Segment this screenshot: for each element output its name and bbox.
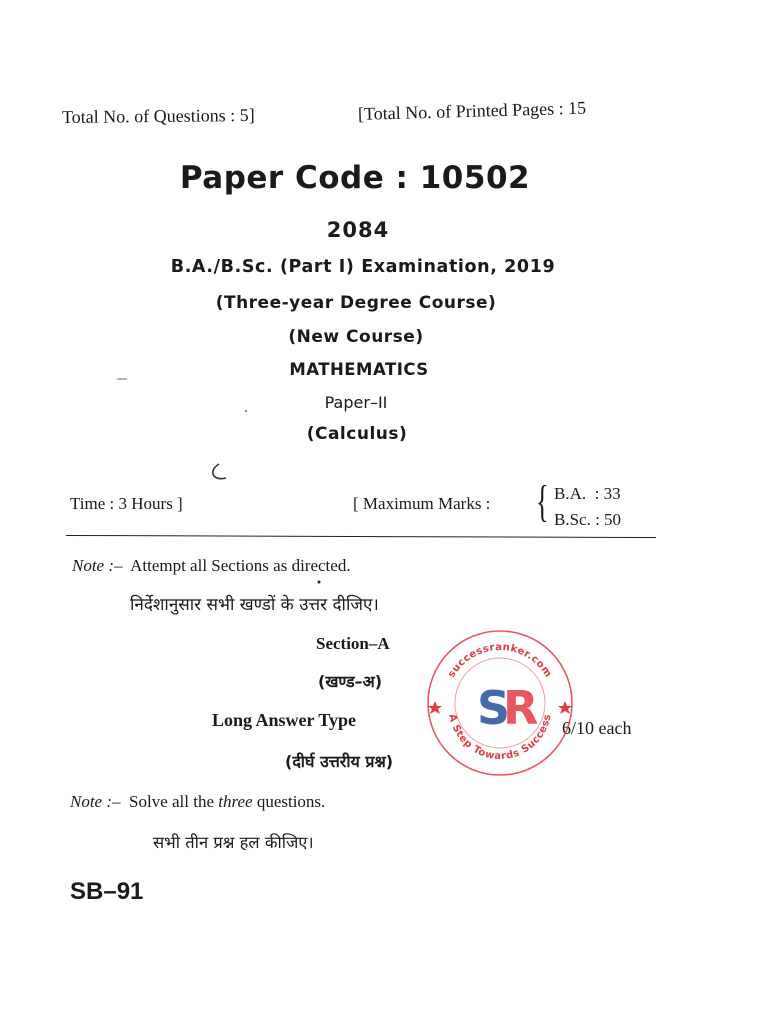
note-label: Note :– bbox=[72, 556, 123, 575]
long-answer-type: Long Answer Type bbox=[212, 710, 357, 730]
marks-ba: B.A. : 33 bbox=[554, 484, 621, 503]
total-printed-pages: [Total No. of Printed Pages : 15 bbox=[357, 97, 587, 124]
note-text-italic: three bbox=[218, 792, 253, 811]
total-questions: Total No. of Questions : 5] bbox=[61, 104, 255, 128]
note-text: Attempt all Sections as directed. bbox=[130, 556, 351, 575]
new-course-label: (New Course) bbox=[288, 327, 424, 347]
paper-topic: (Calculus) bbox=[306, 424, 408, 444]
stamp-top-text: successranker.com bbox=[446, 641, 554, 680]
exam-title: B.A./B.Sc. (Part I) Examination, 2019 bbox=[170, 257, 556, 277]
note-text-before: Solve all the bbox=[129, 792, 215, 811]
long-answer-type-hindi: (दीर्घ उत्तरीय प्रश्न) bbox=[285, 752, 394, 771]
paper-code-heading: Paper Code : 10502 bbox=[179, 160, 531, 196]
paper-number: Paper–II bbox=[324, 393, 388, 412]
subject-title: MATHEMATICS bbox=[289, 360, 429, 379]
maximum-marks-label: [ Maximum Marks : bbox=[353, 494, 491, 513]
stamp-bottom-text: A Step Towards Success bbox=[446, 713, 554, 763]
note-solve-hindi: सभी तीन प्रश्न हल कीजिए। bbox=[153, 833, 314, 852]
time-allowed: Time : 3 Hours ] bbox=[70, 494, 183, 513]
note-label: Note :– bbox=[70, 792, 121, 811]
note-text-after: questions. bbox=[256, 792, 326, 811]
booklet-code: SB–91 bbox=[70, 878, 144, 905]
note-hindi: निर्देशानुसार सभी खण्डों के उत्तर दीजिए। bbox=[130, 595, 379, 615]
section-a-marks: 6/10 each bbox=[562, 718, 632, 738]
section-a-title: Section–A bbox=[316, 634, 390, 653]
section-a-hindi-title: (खण्ड–अ) bbox=[318, 672, 383, 691]
brace-icon: { bbox=[536, 477, 549, 526]
course-title: (Three-year Degree Course) bbox=[215, 293, 497, 313]
marks-bsc: B.Sc. : 50 bbox=[554, 510, 622, 529]
year-code: 2084 bbox=[326, 218, 390, 242]
stamp-logo-r: R bbox=[503, 681, 539, 735]
stamp-logo-s: S bbox=[477, 681, 511, 735]
